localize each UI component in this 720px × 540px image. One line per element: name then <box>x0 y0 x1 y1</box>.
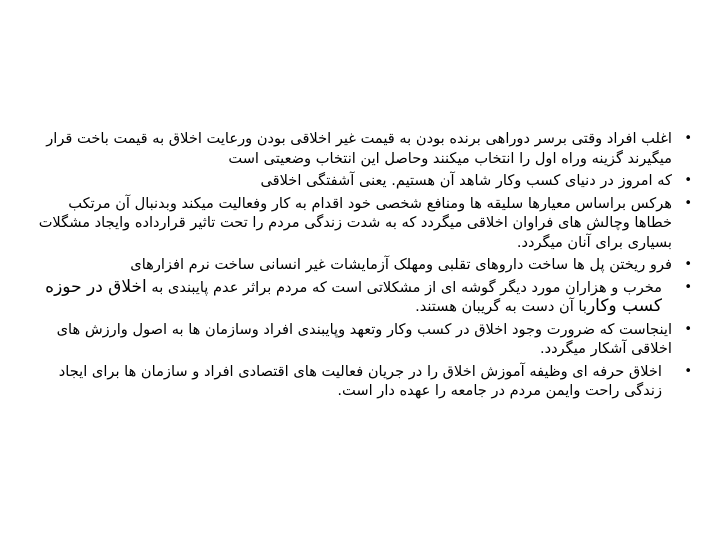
bullet-item: • هرکس براساس معیارها سلیقه ها ومنافع شخصی خود اقدام به کار وفعالیت میکند وبدنبال آن مرتکب خطاها وچالش های فراوان اخلاقی میگردد که به شدت زندگی مردم را تحت تاثیر قرارداده وایجاد مشگلات بسیاری برای آنان میگردد. <box>34 194 692 253</box>
bullet-list <box>34 129 692 404</box>
bullet-item: • اغلب افراد وقتی برسر دوراهی برنده بودن به قیمت غیر اخلاقی بودن ورعایت اخلاق به قیمت باخت قرار میگیرند گزینه وراه اول را انتخاب میکنند وحاصل این انتخاب وضعیتی است <box>34 129 692 168</box>
bullet-text: با آن دست به گریبان هستند. <box>415 298 587 315</box>
bullet-item: • اخلاق حرفه ای وظیفه آموزش اخلاق را در جریان فعالیت های اقتصادی افراد و سازمان ها برای ایجاد زندگی راحت وایمن مردم در جامعه را عهده دار است. <box>34 362 692 401</box>
bullet-item: • اینجاست که ضرورت وجود اخلاق در کسب وکار وتعهد وپایبندی افراد وسازمان ها به اصول وارزش های اخلاقی آشکار میگردد. <box>34 320 692 359</box>
bullet-item: • که امروز در دنیای کسب وکار شاهد آن هستیم. یعنی آشفتگی اخلاقی <box>34 171 692 191</box>
emphasized-text: اخلاق در حوزه کسب وکار <box>45 276 662 316</box>
bullet-text: مخرب و هزاران مورد دیگر گوشه ای از مشکلاتی است که مردم براثر عدم پایبندی به <box>146 278 662 296</box>
bullet-item: • فرو ریختن پل ها ساخت داروهای تقلبی ومهلک آزمایشات غیر انسانی ساخت نرم افزارهای <box>34 255 692 275</box>
bullet-item <box>34 278 692 317</box>
